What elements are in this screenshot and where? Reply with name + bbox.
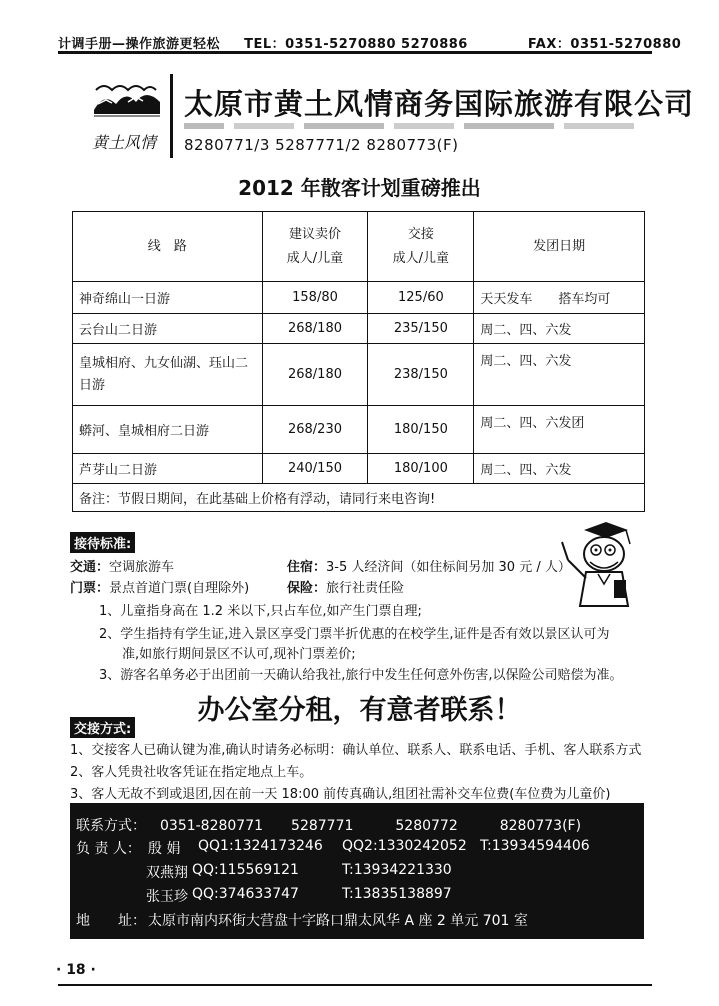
header-price-title: 建议卖价 [288, 226, 341, 242]
schedule-cell: 周二、四、六发 [474, 454, 645, 484]
table-row [73, 454, 645, 484]
note-item: 准,如旅行期间景区不认可,现补门票差价; [122, 647, 356, 662]
settle-cell: 125/60 [368, 282, 474, 314]
manager-name: 张玉珍 [146, 889, 188, 905]
manager-qq: QQ1:1324173246 [198, 838, 323, 854]
phone-label: 联系方式： [76, 818, 146, 834]
table-row [73, 314, 645, 344]
insurance-label: 保险： [287, 581, 327, 596]
manager-qq2: QQ2:1330242052 [342, 838, 467, 854]
insurance-line [287, 577, 404, 596]
schedule-cell: 周二、四、六发 [474, 344, 645, 406]
ticket-value: 景点首道门票(自理除外) [109, 581, 250, 596]
traffic-line [70, 556, 174, 575]
traffic-label: 交通： [70, 560, 110, 575]
route-cell: 云台山二日游 [73, 314, 263, 344]
lodging-label: 住宿： [287, 560, 327, 575]
company-name: 太原市黄土风情商务国际旅游有限公司 [184, 87, 695, 121]
header-settle [368, 212, 474, 282]
handover-item: 3、客人无故不到或退团,因在前一天 18:00 前传真确认,组团社需补交车位费(车位费为儿童价) [70, 787, 611, 802]
header-price [262, 212, 368, 282]
manager-name: 殷 娟 [148, 841, 181, 857]
standard-tag: 接待标准: [70, 532, 135, 553]
logo-text: 黄土风情 [92, 133, 157, 152]
header-tel: TEL：0351-5270880 5270886 [244, 37, 468, 52]
ticket-label: 门票： [70, 581, 110, 596]
schedule-cell: 天天发车 搭车均可 [474, 282, 645, 314]
manager-tel: T:13934594406 [480, 838, 590, 854]
header-route: 线 路 [73, 212, 263, 282]
route-cell: 蟒河、皇城相府二日游 [73, 406, 263, 454]
settle-cell: 180/100 [368, 454, 474, 484]
company-tel: 8280771/3 5287771/2 8280773(F) [184, 136, 459, 154]
header-schedule: 发团日期 [474, 212, 645, 282]
header-price-sub: 成人/儿童 [286, 250, 344, 266]
header-fax: FAX：0351-5270880 [527, 37, 682, 52]
manager-name: 双燕翔 [146, 865, 188, 881]
traffic-value: 空调旅游车 [109, 560, 175, 575]
manager-qq: QQ:115569121 [192, 862, 299, 878]
lodging-value: 3-5 人经济间（如住标间另加 30 元 / 人） [326, 560, 571, 575]
professor-cartoon-icon [560, 520, 644, 610]
ticket-line [70, 577, 249, 596]
price-cell: 240/150 [262, 454, 368, 484]
price-cell: 268/180 [262, 314, 368, 344]
header-slogan: 计调手册—操作旅游更轻松 [58, 37, 221, 52]
table-header-row [73, 212, 645, 282]
blurred-text-line [184, 120, 644, 132]
headline: 2012 年散客计划重磅推出 [238, 176, 481, 200]
table-row [73, 406, 645, 454]
table-row [73, 282, 645, 314]
note-item: 2、学生指持有学生证,进入景区享受门票半折优惠的在校学生,证件是否有效以景区认可为 [99, 627, 610, 642]
handover-item: 1、交接客人已确认键为准,确认时请务必标明：确认单位、联系人、联系电话、手机、客人联系方式 [70, 743, 642, 758]
manager-label: 负 责 人： [76, 841, 141, 857]
phone-numbers: 0351-8280771 5287771 5280772 8280773(F) [160, 818, 582, 834]
manager-tel: T:13934221330 [342, 862, 452, 878]
header-settle-sub: 成人/儿童 [392, 250, 450, 266]
logo-divider [170, 74, 173, 158]
company-address-blurred [184, 120, 644, 136]
settle-cell: 180/150 [368, 406, 474, 454]
table-row [73, 344, 645, 406]
bottom-divider [58, 984, 652, 986]
manager-tel: T:13835138897 [342, 886, 452, 902]
route-cell: 神奇绵山一日游 [73, 282, 263, 314]
note-item: 1、儿童指身高在 1.2 米以下,只占车位,如产生门票自理; [99, 604, 422, 619]
header-settle-title: 交接 [407, 226, 434, 242]
price-cell: 158/80 [262, 282, 368, 314]
rent-banner: 办公室分租，有意者联系！ [197, 695, 522, 726]
route-cell: 皇城相府、九女仙湖、珏山二日游 [73, 344, 263, 406]
handover-item: 2、客人凭贵社收客凭证在指定地点上车。 [70, 765, 313, 780]
company-logo [88, 70, 166, 162]
contact-box [70, 803, 644, 939]
lodging-line [287, 556, 571, 575]
price-cell: 268/180 [262, 344, 368, 406]
manager-qq: QQ:374633747 [192, 886, 299, 902]
table-note-row [73, 484, 645, 512]
settle-cell: 238/150 [368, 344, 474, 406]
routes-table [72, 211, 645, 512]
page-number: · 18 · [56, 962, 96, 978]
schedule-cell: 周二、四、六发 [474, 314, 645, 344]
address-label: 地 址： [76, 913, 146, 929]
insurance-value: 旅行社责任险 [326, 581, 405, 596]
schedule-cell: 周二、四、六发团 [474, 406, 645, 454]
note-item: 3、游客名单务必于出团前一天确认给我社,旅行中发生任何意外伤害,以保险公司赔偿为准。 [99, 668, 623, 683]
price-cell: 268/230 [262, 406, 368, 454]
handover-tag: 交接方式: [70, 717, 135, 738]
address-value: 太原市南内环街大营盘十字路口鼎太风华 A 座 2 单元 701 室 [148, 913, 528, 929]
header-bar [58, 33, 682, 54]
settle-cell: 235/150 [368, 314, 474, 344]
route-cell: 芦芽山二日游 [73, 454, 263, 484]
table-note: 备注：节假日期间，在此基础上价格有浮动，请同行来电咨询! [73, 484, 645, 512]
